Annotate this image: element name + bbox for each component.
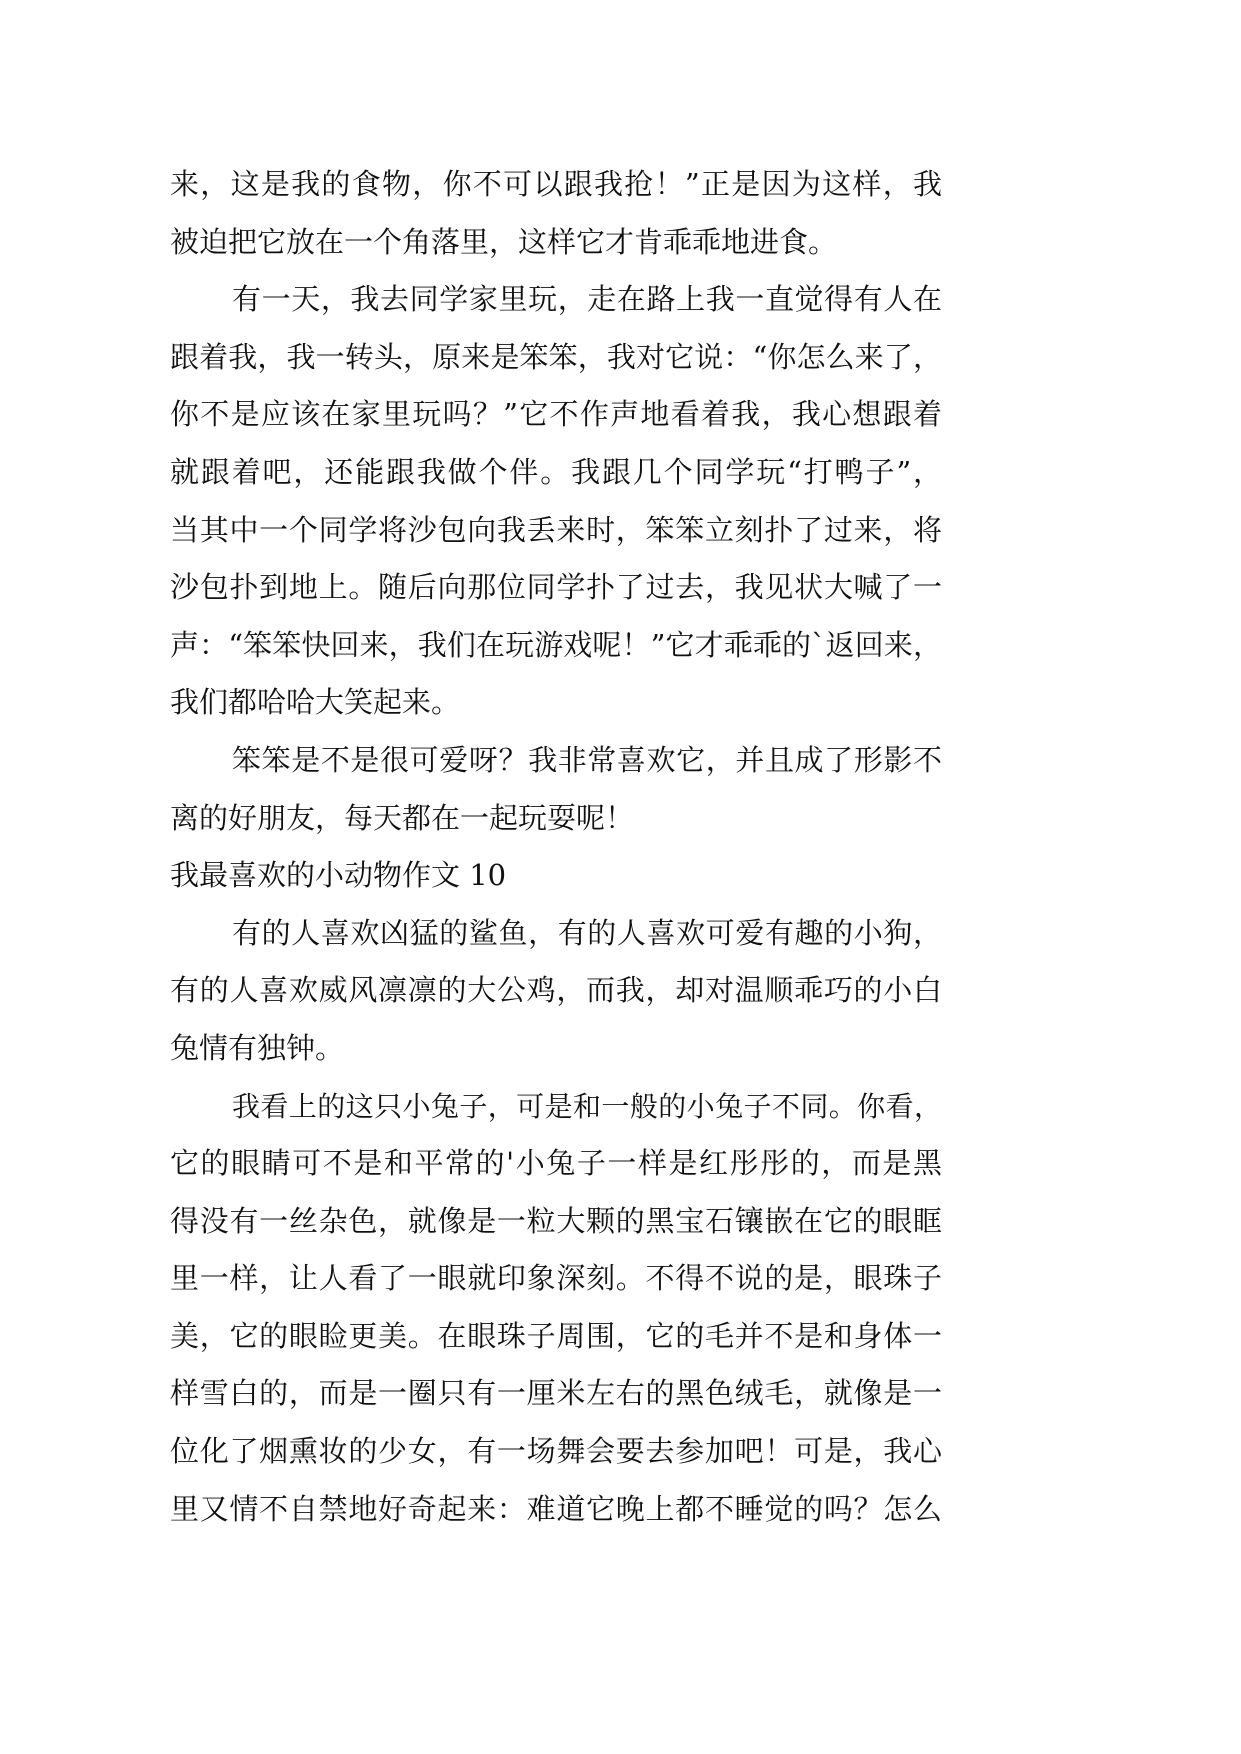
text-line: 我看上的这只小兔子，可是和一般的小兔子不同。你看，	[232, 1089, 942, 1123]
paragraph	[170, 905, 942, 1078]
text-line: 沙包扑到地上。随后向那位同学扑了过去，我见状大喊了一	[170, 570, 942, 605]
text-line: 得没有一丝杂色，就像是一粒大颗的黑宝石镶嵌在它的眼眶	[170, 1203, 942, 1238]
document-body	[170, 156, 942, 1538]
text-line: 有的人喜欢凶猛的鲨鱼，有的人喜欢可爱有趣的小狗，	[232, 915, 942, 950]
text-line: 兔情有独钟。	[170, 1030, 345, 1065]
section-title: 我最喜欢的小动物作文 10	[170, 858, 507, 893]
paragraph	[170, 732, 942, 847]
text-line: 声：“笨笨快回来，我们在玩游戏呢！”它才乖乖的`返回来，	[170, 627, 942, 662]
text-line: 位化了烟熏妆的少女，有一场舞会要去参加吧！可是，我心	[170, 1434, 942, 1469]
paragraph	[170, 1078, 942, 1539]
text-line: 笨笨是不是很可爱呀？我非常喜欢它，并且成了形影不	[232, 742, 942, 777]
text-line: 就跟着吧，还能跟我做个伴。我跟几个同学玩“打鸭子”，	[170, 454, 942, 489]
text-line: 美，它的眼睑更美。在眼珠子周围，它的毛并不是和身体一	[170, 1318, 942, 1353]
text-line: 被迫把它放在一个角落里，这样它才肯乖乖地进食。	[170, 224, 838, 259]
text-line: 跟着我，我一转头，原来是笨笨，我对它说：“你怎么来了，	[170, 339, 942, 374]
text-line: 离的好朋友，每天都在一起玩耍呢！	[170, 800, 635, 835]
text-line: 样雪白的，而是一圈只有一厘米左右的黑色绒毛，就像是一	[170, 1376, 942, 1411]
text-line: 有一天，我去同学家里玩，走在路上我一直觉得有人在	[232, 282, 942, 317]
text-line: 来，这是我的食物，你不可以跟我抢！”正是因为这样，我	[170, 167, 942, 201]
text-line: 你不是应该在家里玩吗？”它不作声地看着我，我心想跟着	[170, 397, 942, 432]
text-line: 当其中一个同学将沙包向我丢来时，笨笨立刻扑了过来，将	[170, 512, 942, 547]
text-line: 有的人喜欢威风凛凛的大公鸡，而我，却对温顺乖巧的小白	[170, 973, 942, 1008]
text-line: 里又情不自禁地好奇起来：难道它晚上都不睡觉的吗？怎么	[170, 1491, 942, 1526]
text-line: 我们都哈哈大笑起来。	[170, 685, 461, 720]
text-line: 里一样，让人看了一眼就印象深刻。不得不说的是，眼珠子	[170, 1261, 942, 1296]
text-line: 它的眼睛可不是和平常的'小兔子一样是红彤彤的，而是黑	[170, 1146, 942, 1181]
paragraph	[170, 156, 942, 271]
paragraph	[170, 271, 942, 732]
